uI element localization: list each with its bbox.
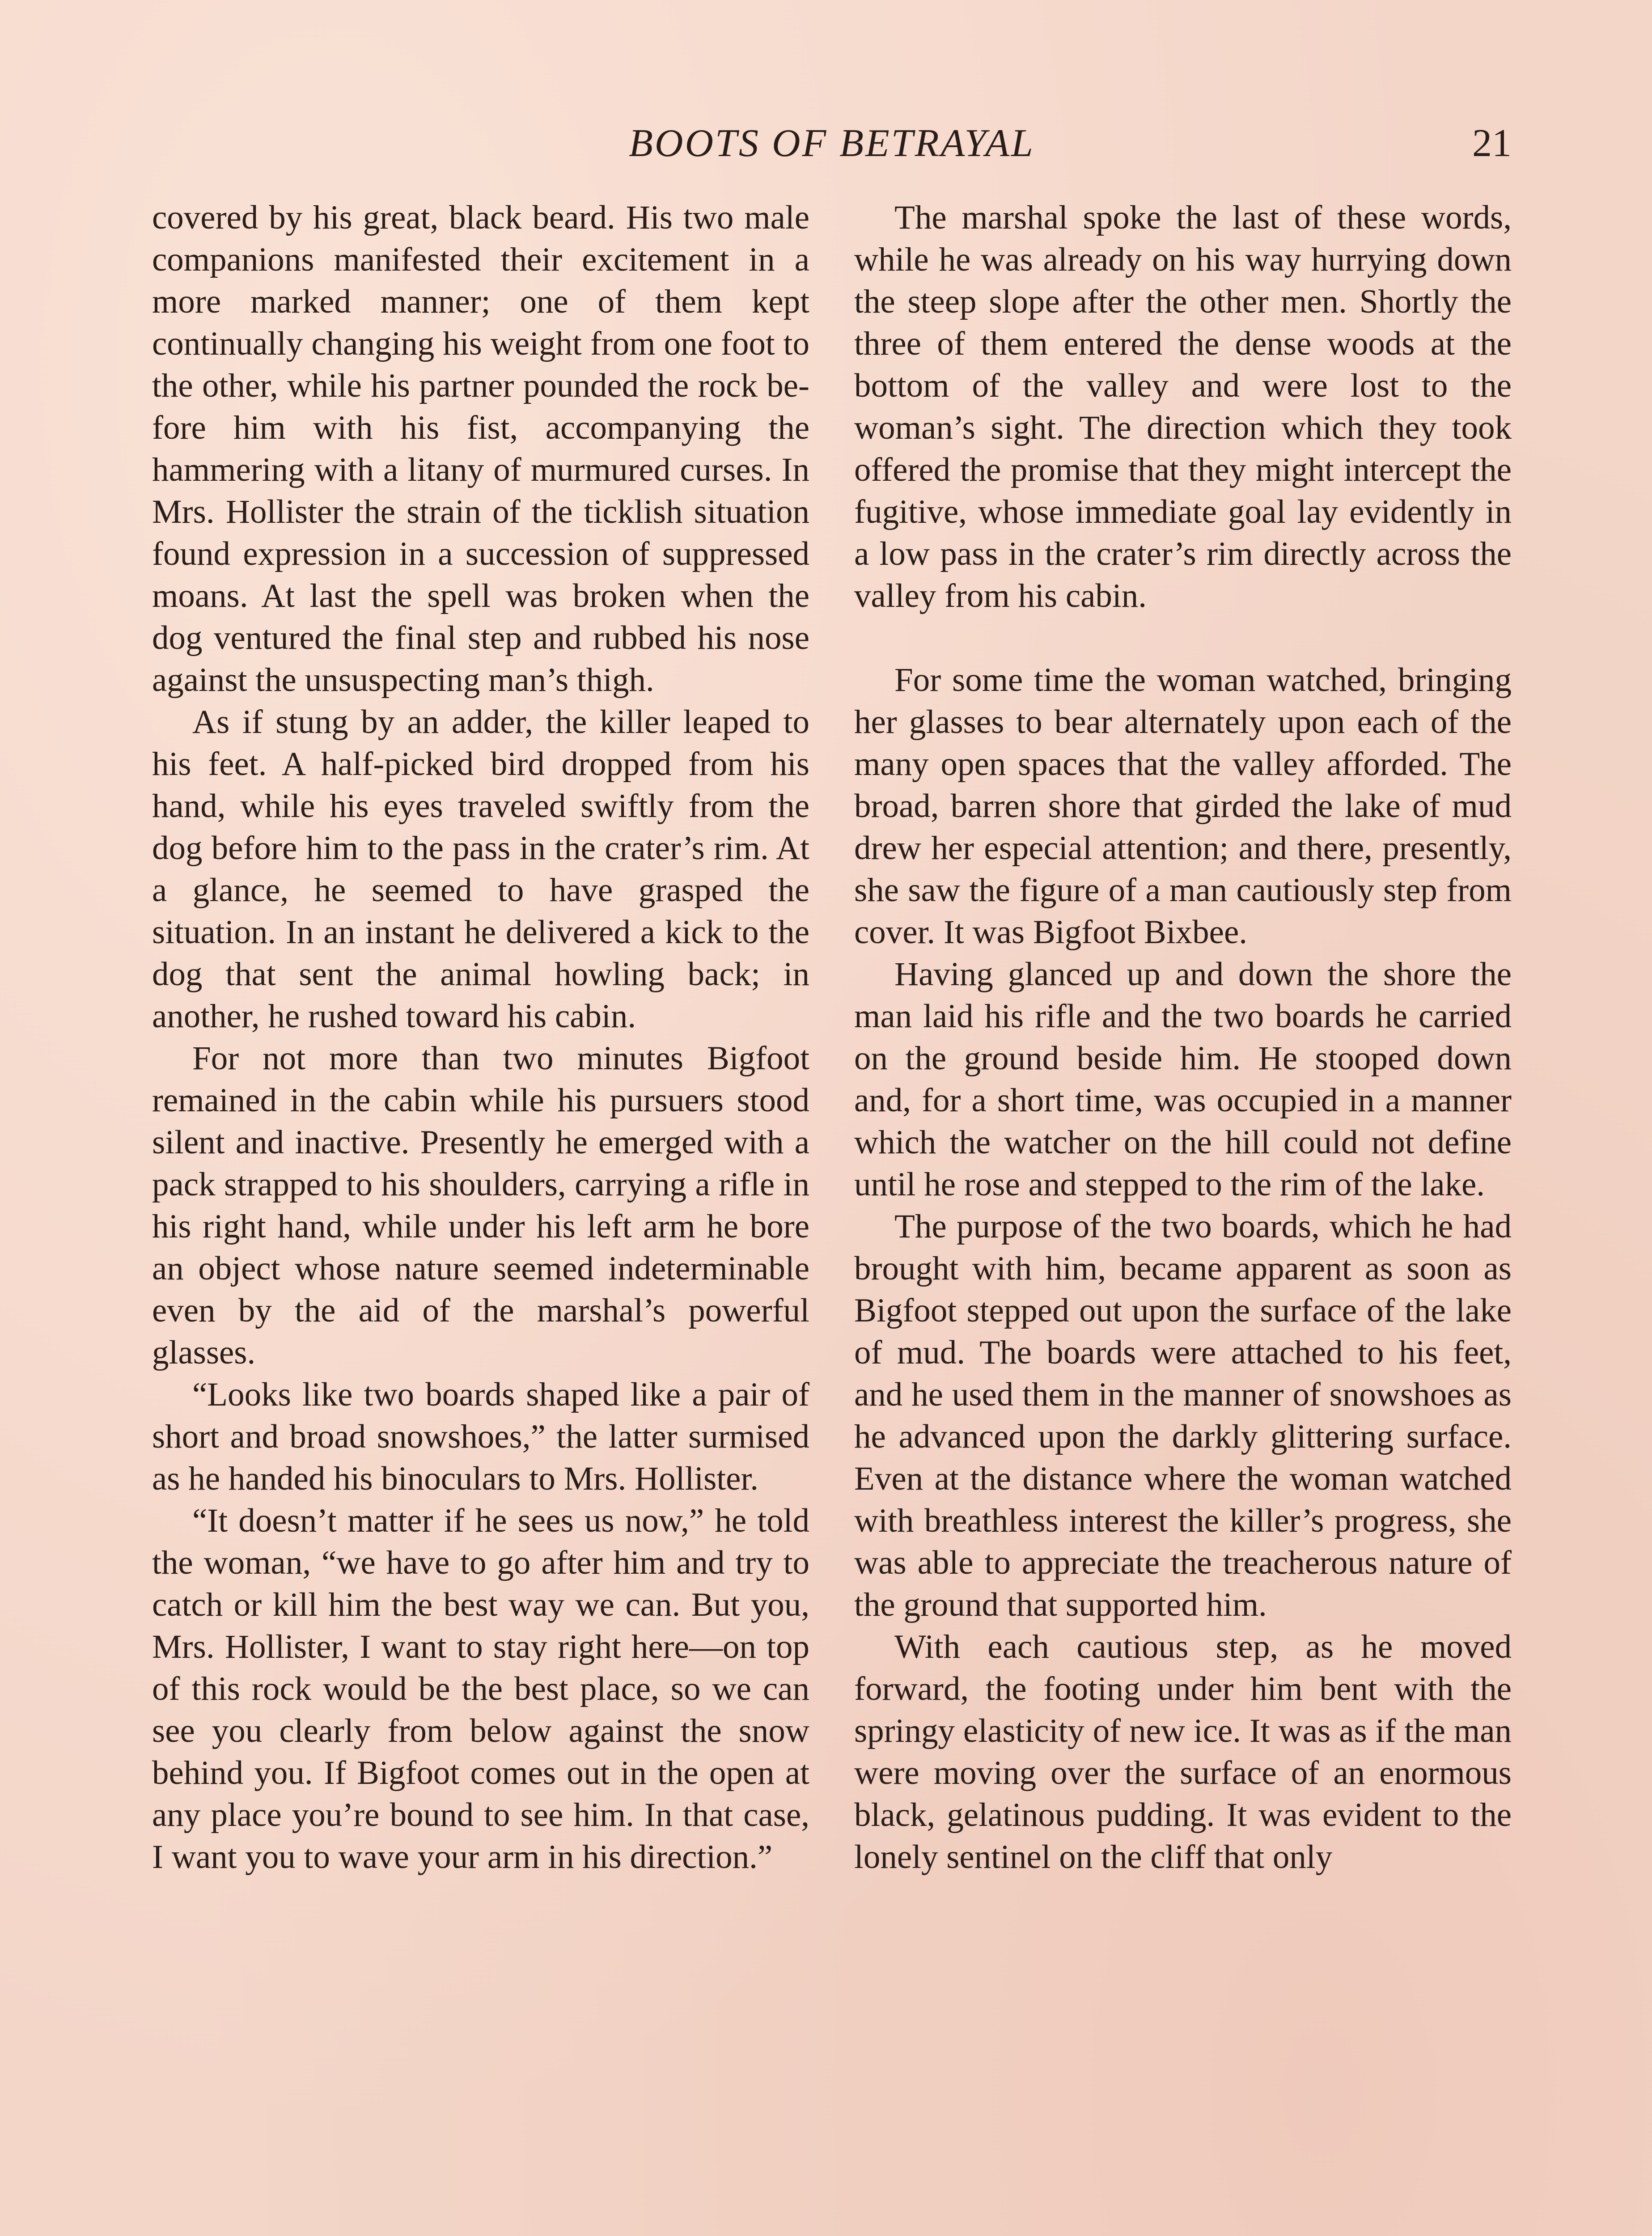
paragraph: As if stung by an adder, the killer leaped to his feet. A half-picked bird dropped from his hand, while his eyes traveled swiftly from the dog before him to the pass in the crater’s rim. At a glance, he seemed to have grasped the situation. In an instant he delivered a kick to the dog that sent the animal howling back; in another, he rushed toward his cabin. — [152, 703, 809, 1035]
running-head: BOOTS OF BETRAYAL — [629, 122, 1035, 165]
page-number: 21 — [1472, 122, 1512, 165]
paragraph: The purpose of the two boards, which he had brought with him, became apparent as soon as Bigfoot stepped out upon the surface of the lake of mud. The boards were attached to his feet, and he used them in the manner of snowshoes as he advanced upon the darkly glittering surface. Even at the distance where the woman watched with breathless interest the killer’s progress, she was able to appreciate the treacherous nature of the ground that supported him. — [854, 1208, 1512, 1623]
paragraph: “It doesn’t matter if he sees us now,” he told the woman, “we have to go after him and try to catch or kill him the best way we can. But you, Mrs. Hollister, I want to stay right here—on top of this rock would be the best place, so we can see you clearly from below against the snow behind you. If Bigfoot comes out in the open at any place you’re bound to see him. In that case, I want you to wave your arm in his direction.” — [152, 1502, 809, 1876]
paragraph: For not more than two minutes Bigfoot remained in the cabin while his pursuers stood silent and inactive. Presently he emerged with a pack strapped to his shoulders, carrying a rifle in his right hand, while under his left arm he bore an object whose nature seemed indeterminable even by the aid of the marshal’s powerful glasses. — [152, 1040, 809, 1371]
paragraph: For some time the woman watched, bringing her glasses to bear alternately upon each of the many open spaces that the valley afforded. The broad, barren shore that girded the lake of mud drew her especial attention; and there, presently, she saw the figure of a man cautiously step from cover. It was Bigfoot Bixbee. — [854, 661, 1512, 951]
paragraph: Having glanced up and down the shore the man laid his rifle and the two boards he carried on the ground beside him. He stooped down and, for a short time, was occupied in a manner which the watcher on the hill could not define until he rose and stepped to the rim of the lake. — [854, 956, 1512, 1203]
page-header — [152, 121, 1512, 170]
paragraph: covered by his great, black beard. His two male companions manifested their excitement in a more marked manner; one of them kept continually changing his weight from one foot to the other, while his partner pounded the rock before him with his fist, accompanying the hammering with a litany of murmured curses. In Mrs. Hollister the strain of the ticklish situation found expression in a succession of suppressed moans. At last the spell was broken when the dog ventured the final step and rubbed his nose against the unsuspecting man’s thigh. — [152, 199, 809, 699]
right-column — [854, 197, 1512, 2236]
left-column — [152, 197, 809, 2236]
paragraph: With each cautious step, as he moved forward, the footing under him bent with the springy elasticity of new ice. It was as if the man were moving over the surface of an enormous black, gelatinous pudding. It was evident to the lonely sentinel on the cliff that only — [854, 1628, 1512, 1876]
paragraph: “Looks like two boards shaped like a pair of short and broad snowshoes,” the latter surmised as he handed his binoculars to Mrs. Hollister. — [152, 1376, 809, 1497]
paragraph: The marshal spoke the last of these words, while he was already on his way hurrying down the steep slope after the other men. Shortly the three of them entered the dense woods at the bottom of the valley and were lost to the woman’s sight. The direction which they took offered the promise that they might intercept the fugitive, whose immediate goal lay evidently in a low pass in the crater’s rim directly across the valley from his cabin. — [854, 199, 1512, 614]
